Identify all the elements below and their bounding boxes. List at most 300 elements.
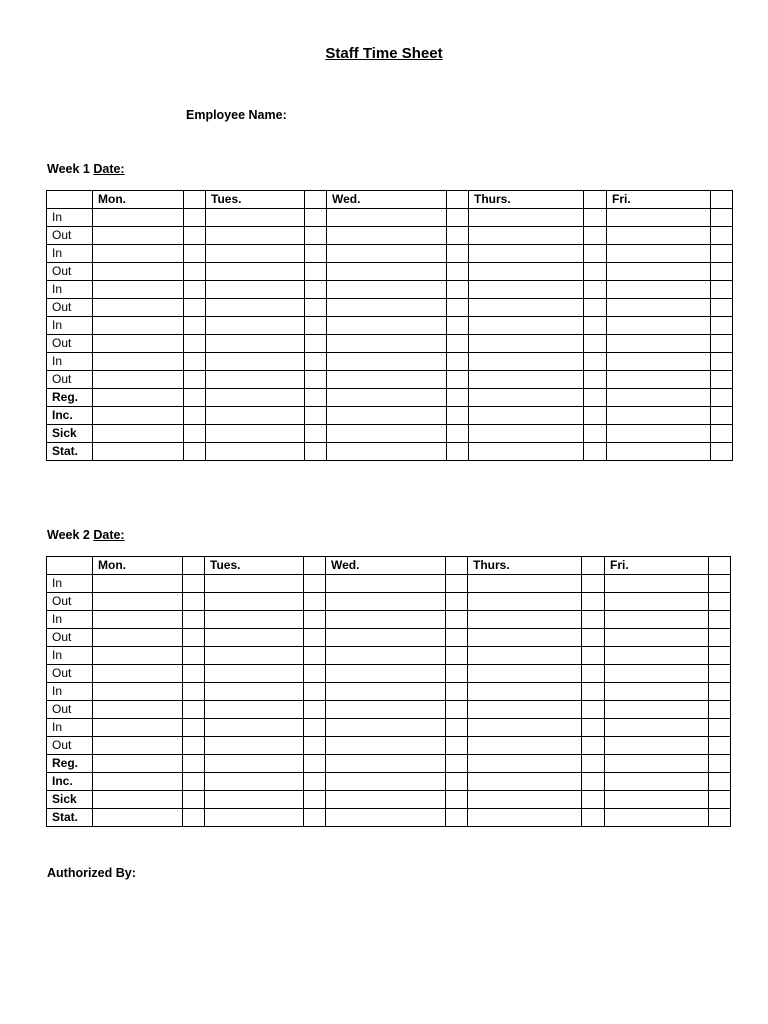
time-entry-extra-cell[interactable] — [305, 371, 327, 389]
time-entry-extra-cell[interactable] — [447, 425, 469, 443]
time-entry-extra-cell[interactable] — [305, 317, 327, 335]
time-entry-cell[interactable] — [93, 353, 184, 371]
time-entry-extra-cell[interactable] — [709, 593, 731, 611]
time-entry-cell[interactable] — [468, 575, 582, 593]
time-entry-cell[interactable] — [206, 281, 305, 299]
time-entry-extra-cell[interactable] — [447, 299, 469, 317]
time-entry-extra-cell[interactable] — [447, 353, 469, 371]
time-entry-extra-cell[interactable] — [584, 371, 607, 389]
time-entry-extra-cell[interactable] — [584, 299, 607, 317]
time-entry-extra-cell[interactable] — [183, 791, 205, 809]
time-entry-cell[interactable] — [326, 575, 446, 593]
time-entry-cell[interactable] — [468, 737, 582, 755]
time-entry-cell[interactable] — [206, 407, 305, 425]
time-entry-cell[interactable] — [469, 389, 584, 407]
time-entry-extra-cell[interactable] — [584, 281, 607, 299]
time-entry-cell[interactable] — [205, 629, 304, 647]
time-entry-extra-cell[interactable] — [184, 425, 206, 443]
time-entry-cell[interactable] — [93, 629, 183, 647]
time-entry-cell[interactable] — [93, 425, 184, 443]
time-entry-extra-cell[interactable] — [711, 281, 733, 299]
time-entry-extra-cell[interactable] — [582, 719, 605, 737]
time-entry-extra-cell[interactable] — [582, 629, 605, 647]
time-entry-cell[interactable] — [327, 335, 447, 353]
time-entry-extra-cell[interactable] — [711, 317, 733, 335]
time-entry-extra-cell[interactable] — [183, 647, 205, 665]
time-entry-cell[interactable] — [206, 317, 305, 335]
time-entry-cell[interactable] — [605, 737, 709, 755]
time-entry-cell[interactable] — [605, 647, 709, 665]
time-entry-extra-cell[interactable] — [584, 443, 607, 461]
time-entry-cell[interactable] — [93, 227, 184, 245]
time-entry-extra-cell[interactable] — [447, 317, 469, 335]
time-entry-extra-cell[interactable] — [584, 317, 607, 335]
time-entry-extra-cell[interactable] — [584, 425, 607, 443]
week-1-timesheet-table — [46, 190, 733, 461]
time-entry-extra-cell[interactable] — [709, 737, 731, 755]
time-entry-cell[interactable] — [605, 683, 709, 701]
time-entry-extra-cell[interactable] — [584, 335, 607, 353]
time-entry-cell[interactable] — [326, 647, 446, 665]
time-entry-extra-cell[interactable] — [711, 425, 733, 443]
time-entry-extra-cell[interactable] — [446, 629, 468, 647]
time-entry-cell[interactable] — [469, 425, 584, 443]
time-entry-cell[interactable] — [607, 209, 711, 227]
time-entry-cell[interactable] — [468, 683, 582, 701]
time-entry-extra-cell[interactable] — [184, 317, 206, 335]
time-entry-extra-cell[interactable] — [304, 593, 326, 611]
time-entry-cell[interactable] — [93, 737, 183, 755]
time-entry-extra-cell[interactable] — [447, 371, 469, 389]
time-entry-cell[interactable] — [93, 443, 184, 461]
time-entry-extra-cell[interactable] — [711, 371, 733, 389]
time-entry-cell[interactable] — [468, 611, 582, 629]
time-entry-extra-cell[interactable] — [446, 593, 468, 611]
row-label: In — [47, 647, 93, 665]
time-entry-extra-cell[interactable] — [305, 281, 327, 299]
time-entry-cell[interactable] — [205, 773, 304, 791]
time-entry-cell[interactable] — [327, 407, 447, 425]
time-entry-extra-cell[interactable] — [584, 263, 607, 281]
time-entry-extra-cell[interactable] — [184, 371, 206, 389]
time-entry-extra-cell[interactable] — [584, 353, 607, 371]
table-row — [47, 773, 731, 791]
time-entry-cell[interactable] — [468, 593, 582, 611]
time-entry-extra-cell[interactable] — [305, 227, 327, 245]
time-entry-extra-cell[interactable] — [582, 647, 605, 665]
time-entry-extra-cell[interactable] — [582, 701, 605, 719]
time-entry-cell[interactable] — [206, 209, 305, 227]
time-entry-extra-cell[interactable] — [711, 335, 733, 353]
time-entry-extra-cell[interactable] — [183, 719, 205, 737]
time-entry-cell[interactable] — [469, 317, 584, 335]
time-entry-cell[interactable] — [206, 353, 305, 371]
time-entry-cell[interactable] — [607, 263, 711, 281]
time-entry-extra-cell[interactable] — [183, 773, 205, 791]
time-entry-cell[interactable] — [468, 647, 582, 665]
time-entry-extra-cell[interactable] — [711, 245, 733, 263]
time-entry-cell[interactable] — [206, 389, 305, 407]
time-entry-extra-cell[interactable] — [446, 665, 468, 683]
time-entry-extra-cell[interactable] — [184, 209, 206, 227]
time-entry-extra-cell[interactable] — [184, 389, 206, 407]
time-entry-cell[interactable] — [93, 407, 184, 425]
time-entry-extra-cell[interactable] — [582, 773, 605, 791]
time-entry-cell[interactable] — [205, 593, 304, 611]
time-entry-cell[interactable] — [468, 809, 582, 827]
time-entry-extra-cell[interactable] — [304, 791, 326, 809]
time-entry-cell[interactable] — [605, 575, 709, 593]
time-entry-cell[interactable] — [605, 719, 709, 737]
row-label: Out — [47, 335, 93, 353]
time-entry-cell[interactable] — [326, 737, 446, 755]
time-entry-cell[interactable] — [93, 209, 184, 227]
time-entry-extra-cell[interactable] — [184, 227, 206, 245]
time-entry-cell[interactable] — [93, 299, 184, 317]
time-entry-cell[interactable] — [327, 299, 447, 317]
time-entry-extra-cell[interactable] — [582, 611, 605, 629]
time-entry-cell[interactable] — [326, 755, 446, 773]
time-entry-cell[interactable] — [605, 665, 709, 683]
time-entry-cell[interactable] — [605, 629, 709, 647]
time-entry-cell[interactable] — [469, 227, 584, 245]
time-entry-extra-cell[interactable] — [304, 683, 326, 701]
time-entry-cell[interactable] — [469, 263, 584, 281]
time-entry-extra-cell[interactable] — [446, 575, 468, 593]
time-entry-extra-cell[interactable] — [446, 773, 468, 791]
time-entry-extra-cell[interactable] — [711, 227, 733, 245]
time-entry-extra-cell[interactable] — [304, 773, 326, 791]
time-entry-cell[interactable] — [468, 719, 582, 737]
time-entry-extra-cell[interactable] — [709, 647, 731, 665]
time-entry-extra-cell[interactable] — [446, 719, 468, 737]
week-2-prefix: Week 2 — [47, 528, 90, 542]
time-entry-extra-cell[interactable] — [709, 665, 731, 683]
time-entry-cell[interactable] — [468, 791, 582, 809]
time-entry-extra-cell[interactable] — [709, 755, 731, 773]
time-entry-cell[interactable] — [93, 683, 183, 701]
time-entry-cell[interactable] — [93, 371, 184, 389]
time-entry-extra-cell[interactable] — [709, 791, 731, 809]
day-header-extra-cell — [709, 557, 731, 575]
time-entry-cell[interactable] — [607, 353, 711, 371]
time-entry-cell[interactable] — [326, 701, 446, 719]
time-entry-cell[interactable] — [206, 263, 305, 281]
time-entry-cell[interactable] — [605, 593, 709, 611]
time-entry-extra-cell[interactable] — [183, 755, 205, 773]
table-row — [47, 755, 731, 773]
time-entry-extra-cell[interactable] — [305, 425, 327, 443]
time-entry-cell[interactable] — [469, 245, 584, 263]
time-entry-cell[interactable] — [93, 611, 183, 629]
time-entry-extra-cell[interactable] — [184, 407, 206, 425]
time-entry-extra-cell[interactable] — [304, 701, 326, 719]
time-entry-cell[interactable] — [607, 317, 711, 335]
time-entry-extra-cell[interactable] — [711, 407, 733, 425]
time-entry-extra-cell[interactable] — [305, 443, 327, 461]
time-entry-extra-cell[interactable] — [584, 245, 607, 263]
time-entry-extra-cell[interactable] — [582, 791, 605, 809]
table-row — [47, 353, 733, 371]
time-entry-cell[interactable] — [327, 389, 447, 407]
time-entry-extra-cell[interactable] — [582, 665, 605, 683]
time-entry-extra-cell[interactable] — [183, 737, 205, 755]
time-entry-cell[interactable] — [605, 701, 709, 719]
table-row — [47, 647, 731, 665]
time-entry-extra-cell[interactable] — [184, 245, 206, 263]
time-entry-extra-cell[interactable] — [447, 209, 469, 227]
time-entry-extra-cell[interactable] — [584, 227, 607, 245]
time-entry-cell[interactable] — [327, 227, 447, 245]
time-entry-cell[interactable] — [605, 809, 709, 827]
time-entry-cell[interactable] — [468, 629, 582, 647]
time-entry-cell[interactable] — [607, 227, 711, 245]
time-entry-extra-cell[interactable] — [305, 335, 327, 353]
time-entry-extra-cell[interactable] — [709, 611, 731, 629]
time-entry-cell[interactable] — [93, 245, 184, 263]
time-entry-cell[interactable] — [205, 575, 304, 593]
time-entry-cell[interactable] — [605, 611, 709, 629]
time-entry-cell[interactable] — [605, 791, 709, 809]
day-header-extra-cell — [711, 191, 733, 209]
time-entry-cell[interactable] — [93, 647, 183, 665]
time-entry-extra-cell[interactable] — [711, 389, 733, 407]
time-entry-extra-cell[interactable] — [711, 299, 733, 317]
time-entry-cell[interactable] — [468, 773, 582, 791]
time-entry-cell[interactable] — [607, 281, 711, 299]
time-entry-cell[interactable] — [93, 593, 183, 611]
time-entry-extra-cell[interactable] — [305, 407, 327, 425]
time-entry-extra-cell[interactable] — [184, 299, 206, 317]
time-entry-extra-cell[interactable] — [447, 443, 469, 461]
time-entry-cell[interactable] — [327, 245, 447, 263]
time-entry-cell[interactable] — [93, 281, 184, 299]
time-entry-cell[interactable] — [607, 389, 711, 407]
time-entry-extra-cell[interactable] — [447, 389, 469, 407]
time-entry-extra-cell[interactable] — [183, 809, 205, 827]
time-entry-cell[interactable] — [469, 407, 584, 425]
time-entry-cell[interactable] — [205, 809, 304, 827]
time-entry-extra-cell[interactable] — [184, 281, 206, 299]
time-entry-extra-cell[interactable] — [305, 389, 327, 407]
time-entry-cell[interactable] — [93, 389, 184, 407]
table-row — [47, 683, 731, 701]
time-entry-cell[interactable] — [327, 425, 447, 443]
time-entry-extra-cell[interactable] — [446, 683, 468, 701]
header-corner-cell — [47, 557, 93, 575]
time-entry-extra-cell[interactable] — [183, 593, 205, 611]
time-entry-extra-cell[interactable] — [446, 647, 468, 665]
time-entry-cell[interactable] — [469, 281, 584, 299]
time-entry-extra-cell[interactable] — [709, 575, 731, 593]
day-header: Mon. — [93, 557, 183, 575]
time-entry-cell[interactable] — [206, 299, 305, 317]
time-entry-cell[interactable] — [93, 335, 184, 353]
table-row — [47, 263, 733, 281]
time-entry-extra-cell[interactable] — [582, 755, 605, 773]
time-entry-cell[interactable] — [607, 407, 711, 425]
time-entry-cell[interactable] — [469, 353, 584, 371]
time-entry-extra-cell[interactable] — [447, 407, 469, 425]
time-entry-cell[interactable] — [326, 791, 446, 809]
time-entry-cell[interactable] — [468, 755, 582, 773]
time-entry-extra-cell[interactable] — [582, 683, 605, 701]
time-entry-extra-cell[interactable] — [184, 443, 206, 461]
time-entry-extra-cell[interactable] — [709, 773, 731, 791]
time-entry-extra-cell[interactable] — [305, 299, 327, 317]
time-entry-cell[interactable] — [327, 281, 447, 299]
time-entry-extra-cell[interactable] — [582, 737, 605, 755]
time-entry-cell[interactable] — [205, 791, 304, 809]
time-entry-extra-cell[interactable] — [709, 809, 731, 827]
time-entry-extra-cell[interactable] — [183, 575, 205, 593]
time-entry-extra-cell[interactable] — [446, 809, 468, 827]
time-entry-cell[interactable] — [206, 227, 305, 245]
time-entry-extra-cell[interactable] — [711, 209, 733, 227]
time-entry-cell[interactable] — [326, 773, 446, 791]
time-entry-extra-cell[interactable] — [304, 755, 326, 773]
time-entry-extra-cell[interactable] — [305, 245, 327, 263]
time-entry-cell[interactable] — [605, 773, 709, 791]
time-entry-cell[interactable] — [327, 263, 447, 281]
time-entry-cell[interactable] — [469, 371, 584, 389]
time-entry-cell[interactable] — [327, 353, 447, 371]
time-entry-cell[interactable] — [93, 575, 183, 593]
time-entry-cell[interactable] — [607, 443, 711, 461]
time-entry-extra-cell[interactable] — [582, 809, 605, 827]
time-entry-cell[interactable] — [93, 263, 184, 281]
time-entry-cell[interactable] — [93, 665, 183, 683]
time-entry-extra-cell[interactable] — [183, 611, 205, 629]
time-entry-extra-cell[interactable] — [305, 353, 327, 371]
time-entry-cell[interactable] — [326, 629, 446, 647]
time-entry-extra-cell[interactable] — [447, 281, 469, 299]
time-entry-cell[interactable] — [93, 809, 183, 827]
time-entry-cell[interactable] — [205, 737, 304, 755]
row-label: Stat. — [47, 443, 93, 461]
time-entry-cell[interactable] — [327, 317, 447, 335]
time-entry-extra-cell[interactable] — [184, 335, 206, 353]
time-entry-extra-cell[interactable] — [304, 737, 326, 755]
time-entry-extra-cell[interactable] — [446, 755, 468, 773]
time-entry-cell[interactable] — [205, 701, 304, 719]
time-entry-cell[interactable] — [326, 683, 446, 701]
time-entry-cell[interactable] — [468, 701, 582, 719]
time-entry-extra-cell[interactable] — [711, 353, 733, 371]
time-entry-extra-cell[interactable] — [304, 809, 326, 827]
time-entry-extra-cell[interactable] — [584, 209, 607, 227]
time-entry-cell[interactable] — [206, 371, 305, 389]
time-entry-extra-cell[interactable] — [447, 263, 469, 281]
time-entry-extra-cell[interactable] — [446, 791, 468, 809]
time-entry-cell[interactable] — [206, 425, 305, 443]
time-entry-cell[interactable] — [327, 371, 447, 389]
time-entry-extra-cell[interactable] — [584, 389, 607, 407]
time-entry-extra-cell[interactable] — [304, 575, 326, 593]
time-entry-extra-cell[interactable] — [709, 683, 731, 701]
time-entry-cell[interactable] — [468, 665, 582, 683]
time-entry-cell[interactable] — [327, 209, 447, 227]
time-entry-cell[interactable] — [326, 809, 446, 827]
time-entry-cell[interactable] — [469, 299, 584, 317]
time-entry-cell[interactable] — [93, 317, 184, 335]
time-entry-extra-cell[interactable] — [304, 611, 326, 629]
time-entry-extra-cell[interactable] — [183, 629, 205, 647]
time-entry-cell[interactable] — [205, 647, 304, 665]
time-entry-extra-cell[interactable] — [582, 575, 605, 593]
time-entry-extra-cell[interactable] — [584, 407, 607, 425]
time-entry-extra-cell[interactable] — [183, 683, 205, 701]
time-entry-cell[interactable] — [607, 299, 711, 317]
time-entry-extra-cell[interactable] — [447, 227, 469, 245]
time-entry-cell[interactable] — [607, 425, 711, 443]
time-entry-extra-cell[interactable] — [184, 353, 206, 371]
time-entry-cell[interactable] — [469, 209, 584, 227]
time-entry-extra-cell[interactable] — [446, 737, 468, 755]
time-entry-cell[interactable] — [469, 443, 584, 461]
time-entry-cell[interactable] — [93, 755, 183, 773]
time-entry-extra-cell[interactable] — [447, 245, 469, 263]
time-entry-extra-cell[interactable] — [582, 593, 605, 611]
time-entry-cell[interactable] — [326, 593, 446, 611]
time-entry-cell[interactable] — [607, 335, 711, 353]
time-entry-cell[interactable] — [327, 443, 447, 461]
time-entry-extra-cell[interactable] — [305, 209, 327, 227]
time-entry-extra-cell[interactable] — [184, 263, 206, 281]
time-entry-extra-cell[interactable] — [446, 701, 468, 719]
table-row — [47, 317, 733, 335]
time-entry-cell[interactable] — [93, 701, 183, 719]
time-entry-extra-cell[interactable] — [709, 701, 731, 719]
time-entry-cell[interactable] — [205, 611, 304, 629]
time-entry-extra-cell[interactable] — [446, 611, 468, 629]
time-entry-cell[interactable] — [326, 719, 446, 737]
time-entry-cell[interactable] — [607, 245, 711, 263]
time-entry-cell[interactable] — [326, 665, 446, 683]
table-row — [47, 737, 731, 755]
row-label: In — [47, 575, 93, 593]
time-entry-cell[interactable] — [206, 443, 305, 461]
time-entry-cell[interactable] — [469, 335, 584, 353]
time-entry-cell[interactable] — [93, 791, 183, 809]
time-entry-extra-cell[interactable] — [304, 629, 326, 647]
time-entry-cell[interactable] — [206, 335, 305, 353]
time-entry-cell[interactable] — [205, 665, 304, 683]
time-entry-cell[interactable] — [205, 755, 304, 773]
time-entry-cell[interactable] — [605, 755, 709, 773]
time-entry-extra-cell[interactable] — [709, 629, 731, 647]
time-entry-extra-cell[interactable] — [183, 701, 205, 719]
time-entry-extra-cell[interactable] — [709, 719, 731, 737]
time-entry-extra-cell[interactable] — [447, 335, 469, 353]
time-entry-cell[interactable] — [607, 371, 711, 389]
week-2-timesheet-table — [46, 556, 731, 827]
time-entry-extra-cell[interactable] — [711, 443, 733, 461]
row-label: Out — [47, 299, 93, 317]
time-entry-extra-cell[interactable] — [304, 719, 326, 737]
time-entry-cell[interactable] — [206, 245, 305, 263]
time-entry-cell[interactable] — [93, 773, 183, 791]
time-entry-cell[interactable] — [326, 611, 446, 629]
time-entry-extra-cell[interactable] — [183, 665, 205, 683]
time-entry-cell[interactable] — [205, 719, 304, 737]
time-entry-extra-cell[interactable] — [304, 665, 326, 683]
time-entry-extra-cell[interactable] — [304, 647, 326, 665]
time-entry-cell[interactable] — [205, 683, 304, 701]
time-entry-extra-cell[interactable] — [711, 263, 733, 281]
time-entry-extra-cell[interactable] — [305, 263, 327, 281]
time-entry-cell[interactable] — [93, 719, 183, 737]
